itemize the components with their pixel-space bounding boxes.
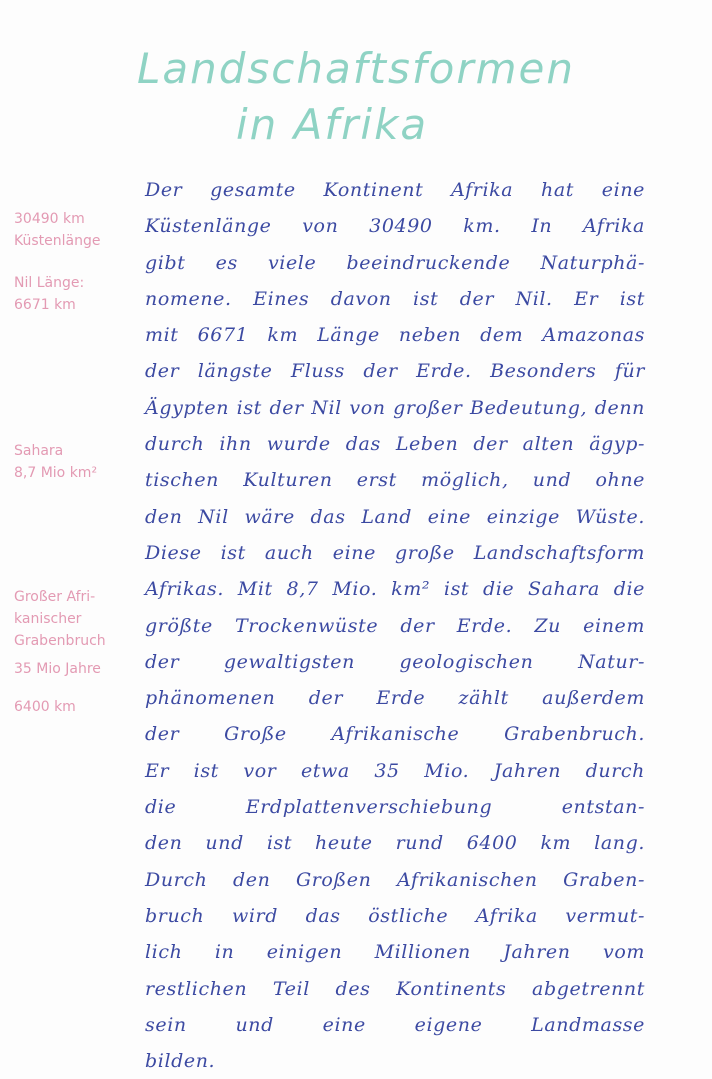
- page-title-line-1: Landschaftsformen: [136, 44, 575, 93]
- body-line: der längste Fluss der Erde. Besonders für: [145, 360, 645, 383]
- body-line: Der gesamte Kontinent Afrika hat eine: [145, 179, 645, 201]
- body-line: lich in einigen Millionen Jahren vom: [145, 941, 645, 964]
- body-line: nomene. Eines davon ist der Nil. Er ist: [145, 287, 645, 310]
- body-line: sein und eine eigene Landmasse: [145, 1013, 645, 1036]
- margin-note-sahara-label: Sahara: [14, 443, 64, 459]
- body-line: gibt es viele beeindruckende Naturphä-: [145, 251, 645, 274]
- margin-note-nile-value: 6671 km: [14, 297, 76, 313]
- margin-note-nile: [14, 272, 144, 316]
- page-title-line-2: in Afrika: [236, 100, 429, 149]
- body-line: Durch den Großen Afrikanischen Graben-: [145, 868, 645, 891]
- margin-note-rift-label-1: Großer Afri-: [14, 589, 96, 605]
- body-line: größte Trockenwüste der Erde. Zu einem: [145, 614, 645, 637]
- body-line: mit 6671 km Länge neben dem Amazonas: [145, 324, 645, 347]
- margin-note-coastline: [14, 208, 144, 252]
- margin-note-sahara: [14, 440, 144, 484]
- body-line: bruch wird das östliche Afrika vermut-: [145, 904, 645, 927]
- margin-note-rift-length-value: 6400 km: [14, 699, 76, 715]
- body-line: Er ist vor etwa 35 Mio. Jahren durch: [145, 759, 645, 782]
- margin-note-rift-label-2: kanischer: [14, 611, 82, 627]
- body-line: Diese ist auch eine große Landschaftsform: [145, 541, 645, 564]
- body-line: der gewaltigsten geologischen Natur-: [145, 650, 645, 673]
- body-line: restlichen Teil des Kontinents abgetrennt: [145, 977, 645, 1000]
- margin-note-nile-label: Nil Länge:: [14, 275, 85, 291]
- body-line: den Nil wäre das Land eine einzige Wüste.: [145, 505, 645, 528]
- body-line: phänomenen der Erde zählt außerdem: [145, 687, 645, 710]
- body-line: durch ihn wurde das Leben der alten ägyp-: [145, 433, 645, 456]
- body-line: Ägypten ist der Nil von großer Bedeutung, denn: [145, 396, 645, 419]
- margin-note-rift-age-value: 35 Mio Jahre: [14, 661, 101, 677]
- margin-note-sahara-value: 8,7 Mio km²: [14, 465, 98, 481]
- body-line: Küstenlänge von 30490 km. In Afrika: [145, 215, 645, 238]
- margin-note-rift-label-3: Grabenbruch: [14, 633, 106, 649]
- margin-note-rift-age: [14, 658, 144, 680]
- body-text: [145, 172, 645, 1079]
- body-line: der Große Afrikanische Grabenbruch.: [145, 723, 645, 746]
- body-line: die Erdplattenverschiebung entstan-: [145, 796, 645, 819]
- body-line: tischen Kulturen erst möglich, und ohne: [145, 469, 645, 492]
- margin-note-rift-valley: [14, 586, 144, 652]
- margin-note-coast-value: 30490 km: [14, 211, 85, 227]
- body-line: bilden.: [145, 1050, 216, 1073]
- margin-note-rift-length: [14, 696, 144, 718]
- margin-note-coast-label: Küstenlänge: [14, 233, 101, 249]
- body-line: den und ist heute rund 6400 km lang.: [145, 832, 645, 855]
- body-line: Afrikas. Mit 8,7 Mio. km² ist die Sahara die: [145, 578, 645, 601]
